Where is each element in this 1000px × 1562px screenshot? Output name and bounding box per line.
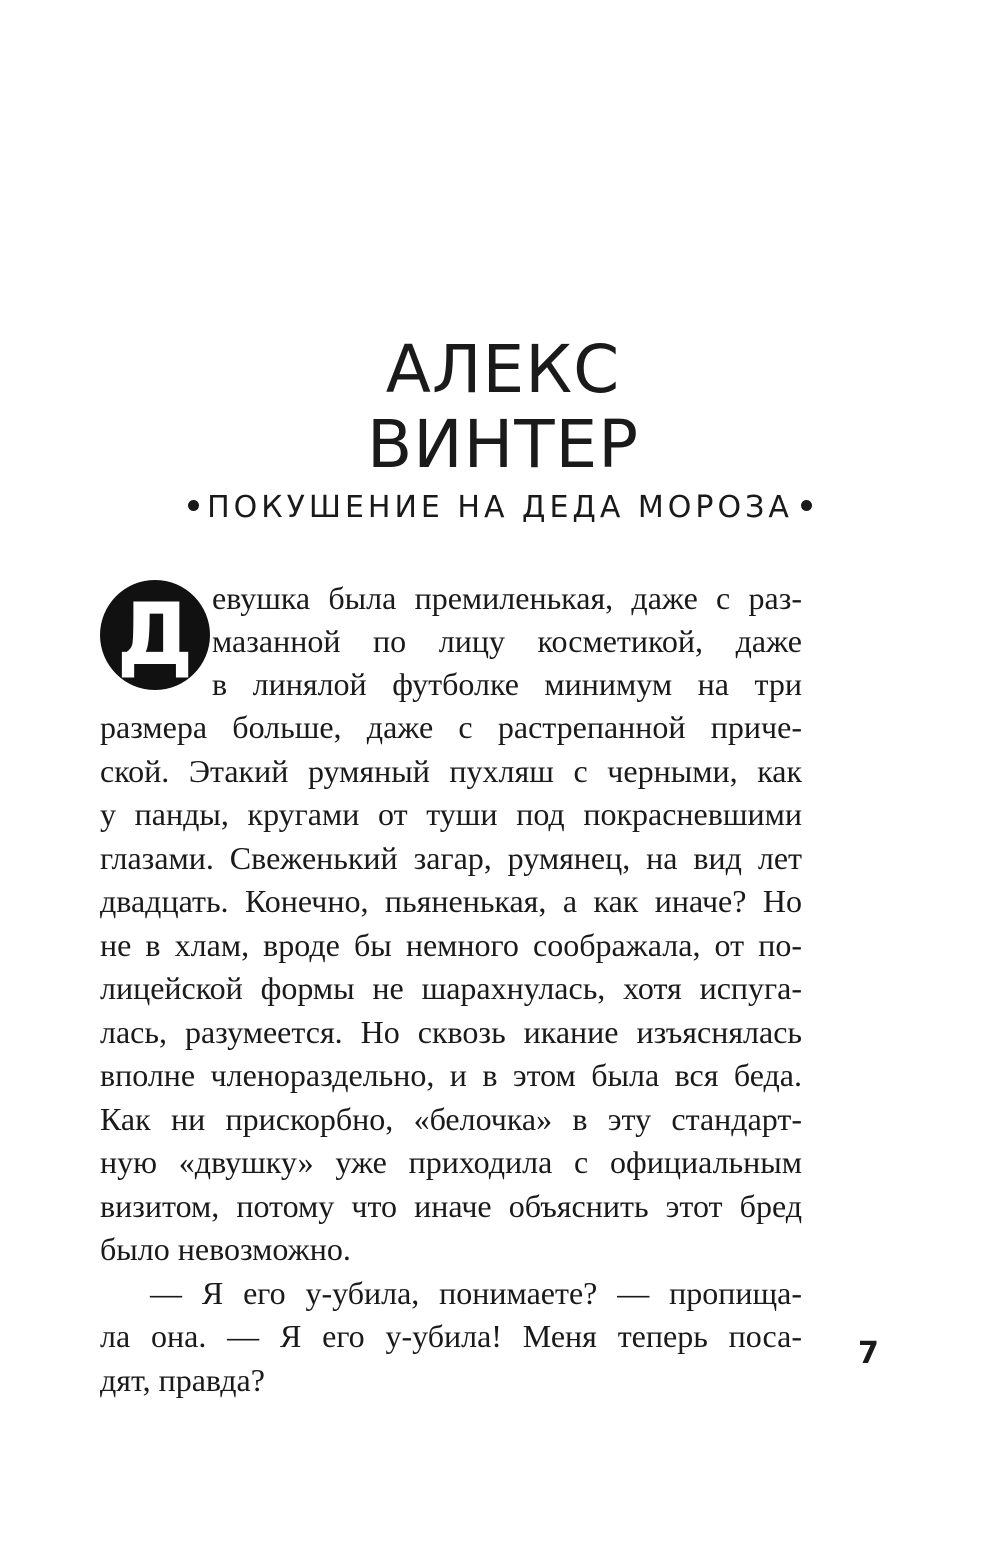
text-line: евушка была премиленькая, даже с раз- bbox=[212, 580, 802, 616]
text-line: у панды, кругами от туши под покрасневшими bbox=[100, 796, 802, 832]
text-line: размера больше, даже с растрепанной приче- bbox=[100, 709, 802, 745]
story-title bbox=[0, 490, 1000, 526]
text-line: визитом, потому что иначе объяснить этот бред bbox=[100, 1188, 802, 1224]
text-line: не в хлам, вроде бы немного соображала, от по- bbox=[100, 927, 802, 963]
text-line: Как ни прискорбно, «белочка» в эту стандарт- bbox=[100, 1101, 802, 1137]
text-line: глазами. Свеженький загар, румянец, на вид лет bbox=[100, 840, 802, 876]
text-line: дят, правда? bbox=[100, 1362, 265, 1398]
author-first-name: АЛЕКС bbox=[385, 331, 621, 408]
text-line: — Я его у-убила, понимаете? — пропища- bbox=[150, 1275, 802, 1311]
text-line: вполне членораздельно, и в этом была вся беда. bbox=[100, 1057, 802, 1093]
bullet-dot-icon bbox=[188, 500, 199, 511]
text-line: в линялой футболке минимум на три bbox=[212, 666, 802, 702]
bullet-dot-icon bbox=[801, 500, 812, 511]
text-line: ную «двушку» уже приходила с официальным bbox=[100, 1144, 802, 1180]
text-line: двадцать. Конечно, пьяненькая, а как иначе? Но bbox=[100, 883, 802, 919]
text-line: лась, разумеется. Но сквозь икание изъяснялась bbox=[100, 1014, 802, 1050]
author-last-name: ВИНТЕР bbox=[366, 406, 640, 483]
story-title-text: ПОКУШЕНИЕ НА ДЕДА МОРОЗА bbox=[207, 490, 793, 525]
text-line: лицейской формы не шарахнулась, хотя испуга- bbox=[100, 970, 802, 1006]
text-line: ской. Этакий румяный пухляш с черными, как bbox=[100, 753, 802, 789]
page-number: 7 bbox=[858, 1336, 879, 1371]
text-line: ла она. — Я его у-убила! Меня теперь поса- bbox=[100, 1318, 802, 1354]
drop-cap: Д bbox=[100, 580, 210, 690]
text-line: было невозможно. bbox=[100, 1231, 351, 1267]
text-line: мазанной по лицу косметикой, даже bbox=[212, 623, 802, 659]
